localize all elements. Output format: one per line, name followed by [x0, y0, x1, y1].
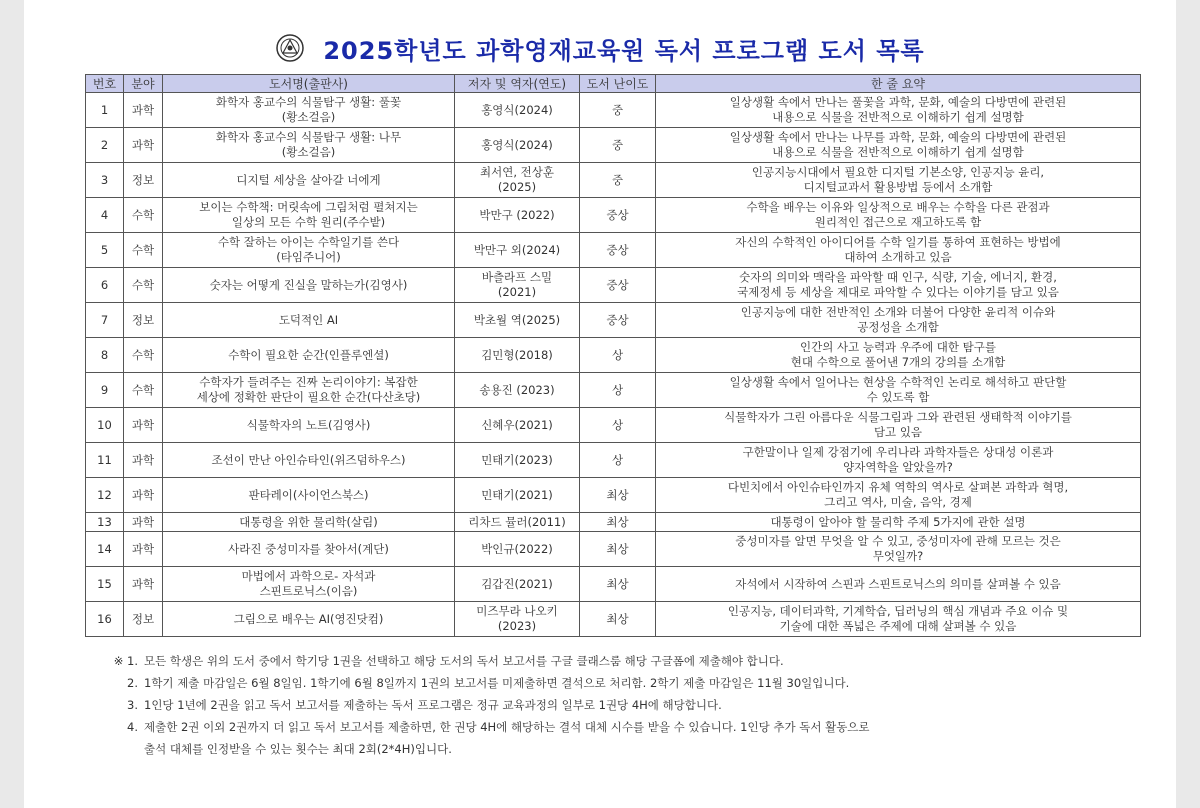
document-page: [24, 0, 1176, 808]
note-item: [108, 716, 1148, 760]
table-row: [86, 268, 1141, 303]
cell-author: 신혜우(2021): [455, 408, 580, 443]
cell-summary: 숫자의 의미와 맥락을 파악할 때 인구, 식량, 기술, 에너지, 환경, 국제정세 등 세상을 제대로 파악할 수 있다는 이야기를 담고 있음: [656, 268, 1141, 303]
cell-summary: 자석에서 시작하여 스핀과 스핀트로닉스의 의미를 살펴볼 수 있음: [656, 567, 1141, 602]
title-row: [24, 30, 1176, 66]
cell-summary: 다빈치에서 아인슈타인까지 유체 역학의 역사로 살펴본 과학과 혁명, 그리고 역사, 미술, 음악, 경제: [656, 478, 1141, 513]
cell-book: 식물학자의 노트(김영사): [163, 408, 455, 443]
note-marker: 2.: [127, 676, 138, 690]
cell-author: 미즈무라 나오키 (2023): [455, 602, 580, 637]
cell-summary: 인간의 사고 능력과 우주에 대한 탐구를 현대 수학으로 풀어낸 7개의 강의를 소개함: [656, 338, 1141, 373]
cell-summary: 일상생활 속에서 일어나는 현상을 수학적인 논리로 해석하고 판단할 수 있도록 함: [656, 373, 1141, 408]
notes-section: [108, 650, 1148, 760]
cell-summary: 자신의 수학적인 아이디어를 수학 일기를 통하여 표현하는 방법에 대하여 소개하고 있음: [656, 233, 1141, 268]
cell-author: 민태기(2023): [455, 443, 580, 478]
cell-book: 그림으로 배우는 AI(영진닷컴): [163, 602, 455, 637]
cell-book: 대통령을 위한 물리학(살림): [163, 513, 455, 532]
cell-book: 수학자가 들려주는 진짜 논리이야기: 복잡한 세상에 정확한 판단이 필요한 순간(다산초당): [163, 373, 455, 408]
note-item: [108, 672, 1148, 694]
cell-author: 민태기(2021): [455, 478, 580, 513]
cell-book: 수학이 필요한 순간(인플루엔셜): [163, 338, 455, 373]
cell-level: 최상: [580, 478, 656, 513]
cell-field: 과학: [124, 443, 163, 478]
table-row: [86, 233, 1141, 268]
cell-field: 과학: [124, 532, 163, 567]
cell-field: 과학: [124, 408, 163, 443]
cell-no: 5: [86, 233, 124, 268]
cell-author: 박만구 (2022): [455, 198, 580, 233]
header-book: 도서명(출판사): [163, 75, 455, 93]
note-text: 1인당 1년에 2권을 읽고 독서 보고서를 제출하는 독서 프로그램은 정규 교육과정의 일부로 1권당 4H에 해당합니다.: [144, 698, 722, 712]
cell-no: 9: [86, 373, 124, 408]
cell-no: 12: [86, 478, 124, 513]
cell-summary: 인공지능, 데이터과학, 기계학습, 딥러닝의 핵심 개념과 주요 이슈 및 기술에 대한 폭넓은 주제에 대해 살펴볼 수 있음: [656, 602, 1141, 637]
cell-book: 화학자 홍교수의 식물탐구 생활: 풀꽃 (황소걸음): [163, 93, 455, 128]
cell-field: 정보: [124, 303, 163, 338]
cell-no: 7: [86, 303, 124, 338]
table-row: [86, 532, 1141, 567]
cell-level: 중상: [580, 268, 656, 303]
note-text: 1학기 제출 마감일은 6월 8일임. 1학기에 6월 8일까지 1권의 보고서를 미제출하면 결석으로 처리함. 2학기 제출 마감일은 11월 30일입니다.: [144, 676, 850, 690]
table-row: [86, 373, 1141, 408]
cell-author: 김민형(2018): [455, 338, 580, 373]
table-row: [86, 567, 1141, 602]
cell-level: 중: [580, 128, 656, 163]
header-no: 번호: [86, 75, 124, 93]
cell-author: 리차드 뮬러(2011): [455, 513, 580, 532]
cell-book: 도덕적인 AI: [163, 303, 455, 338]
cell-book: 마법에서 과학으로- 자석과 스핀트로닉스(이음): [163, 567, 455, 602]
cell-summary: 일상생활 속에서 만나는 나무를 과학, 문화, 예술의 다방면에 관련된 내용으로 식물을 전반적으로 이해하기 쉽게 설명함: [656, 128, 1141, 163]
cell-no: 11: [86, 443, 124, 478]
cell-summary: 인공지능에 대한 전반적인 소개와 더불어 다양한 윤리적 이슈와 공정성을 소개함: [656, 303, 1141, 338]
cell-no: 3: [86, 163, 124, 198]
note-marker: 3.: [127, 698, 138, 712]
cell-field: 정보: [124, 602, 163, 637]
cell-author: 송용진 (2023): [455, 373, 580, 408]
cell-author: 홍영식(2024): [455, 128, 580, 163]
cell-level: 중상: [580, 303, 656, 338]
cell-field: 과학: [124, 93, 163, 128]
table-header-row: [86, 75, 1141, 93]
cell-no: 4: [86, 198, 124, 233]
cell-field: 수학: [124, 198, 163, 233]
table-row: [86, 602, 1141, 637]
cell-field: 수학: [124, 233, 163, 268]
note-marker: ※ 1.: [113, 654, 138, 668]
note-item: [108, 694, 1148, 716]
cell-summary: 일상생활 속에서 만나는 풀꽃을 과학, 문화, 예술의 다방면에 관련된 내용으로 식물을 전반적으로 이해하기 쉽게 설명함: [656, 93, 1141, 128]
cell-field: 수학: [124, 338, 163, 373]
cell-field: 과학: [124, 478, 163, 513]
cell-level: 중상: [580, 233, 656, 268]
cell-no: 1: [86, 93, 124, 128]
cell-no: 16: [86, 602, 124, 637]
cell-level: 상: [580, 373, 656, 408]
cell-summary: 중성미자를 알면 무엇을 알 수 있고, 중성미자에 관해 모르는 것은 무엇일까?: [656, 532, 1141, 567]
cell-level: 상: [580, 338, 656, 373]
table-row: [86, 128, 1141, 163]
header-summary: 한 줄 요약: [656, 75, 1141, 93]
cell-book: 숫자는 어떻게 진실을 말하는가(김영사): [163, 268, 455, 303]
cell-field: 수학: [124, 268, 163, 303]
cell-book: 조선이 만난 아인슈타인(위즈덤하우스): [163, 443, 455, 478]
cell-level: 중: [580, 93, 656, 128]
cell-field: 과학: [124, 128, 163, 163]
cell-no: 2: [86, 128, 124, 163]
cell-author: 김갑진(2021): [455, 567, 580, 602]
cell-no: 8: [86, 338, 124, 373]
cell-book: 화학자 홍교수의 식물탐구 생활: 나무 (황소걸음): [163, 128, 455, 163]
cell-book: 보이는 수학책: 머릿속에 그림처럼 펼쳐지는 일상의 모든 수학 원리(주수밭): [163, 198, 455, 233]
table-row: [86, 478, 1141, 513]
cell-book: 판타레이(사이언스북스): [163, 478, 455, 513]
table-row: [86, 338, 1141, 373]
cell-summary: 수학을 배우는 이유와 일상적으로 배우는 수학을 다른 관점과 원리적인 접근으로 재고하도록 함: [656, 198, 1141, 233]
note-text: 제출한 2권 이외 2권까지 더 읽고 독서 보고서를 제출하면, 한 권당 4H에 해당하는 결석 대체 시수를 받을 수 있습니다. 1인당 추가 독서 활동으로 출석 대체를 인정받을 수 있는 횟수는 최대 2회(2*4H)입니다.: [144, 720, 870, 756]
cell-level: 상: [580, 408, 656, 443]
cell-no: 10: [86, 408, 124, 443]
table-row: [86, 93, 1141, 128]
cell-author: 바츨라프 스밀 (2021): [455, 268, 580, 303]
cell-level: 최상: [580, 513, 656, 532]
institute-emblem-icon: [275, 33, 305, 63]
cell-book: 사라진 중성미자를 찾아서(계단): [163, 532, 455, 567]
note-text: 모든 학생은 위의 도서 중에서 학기당 1권을 선택하고 해당 도서의 독서 보고서를 구글 클래스룸 해당 구글폼에 제출해야 합니다.: [144, 654, 784, 668]
cell-author: 박만구 외(2024): [455, 233, 580, 268]
cell-level: 최상: [580, 532, 656, 567]
cell-author: 박인규(2022): [455, 532, 580, 567]
header-level: 도서 난이도: [580, 75, 656, 93]
cell-author: 홍영식(2024): [455, 93, 580, 128]
cell-book: 디지털 세상을 살아갈 너에게: [163, 163, 455, 198]
header-author: 저자 및 역자(연도): [455, 75, 580, 93]
cell-level: 중상: [580, 198, 656, 233]
cell-no: 13: [86, 513, 124, 532]
cell-field: 정보: [124, 163, 163, 198]
header-field: 분야: [124, 75, 163, 93]
cell-level: 최상: [580, 602, 656, 637]
table-row: [86, 163, 1141, 198]
table-row: [86, 198, 1141, 233]
cell-level: 중: [580, 163, 656, 198]
cell-author: 최서연, 전상훈 (2025): [455, 163, 580, 198]
book-list-table: [85, 74, 1141, 637]
cell-no: 14: [86, 532, 124, 567]
table-row: [86, 408, 1141, 443]
cell-field: 수학: [124, 373, 163, 408]
cell-level: 최상: [580, 567, 656, 602]
note-item: [108, 650, 1148, 672]
cell-no: 15: [86, 567, 124, 602]
page-title: 2025학년도 과학영재교육원 독서 프로그램 도서 목록: [323, 36, 925, 65]
cell-field: 과학: [124, 567, 163, 602]
table-row: [86, 443, 1141, 478]
cell-book: 수학 잘하는 아이는 수학일기를 쓴다 (타임주니어): [163, 233, 455, 268]
cell-level: 상: [580, 443, 656, 478]
table-row: [86, 513, 1141, 532]
cell-summary: 인공지능시대에서 필요한 디지털 기본소양, 인공지능 윤리, 디지털교과서 활용방법 등에서 소개함: [656, 163, 1141, 198]
cell-author: 박초월 역(2025): [455, 303, 580, 338]
cell-summary: 대통령이 알아야 할 물리학 주제 5가지에 관한 설명: [656, 513, 1141, 532]
cell-no: 6: [86, 268, 124, 303]
cell-field: 과학: [124, 513, 163, 532]
note-marker: 4.: [127, 720, 138, 734]
cell-summary: 식물학자가 그린 아름다운 식물그림과 그와 관련된 생태학적 이야기를 담고 있음: [656, 408, 1141, 443]
table-row: [86, 303, 1141, 338]
cell-summary: 구한말이나 일제 강점기에 우리나라 과학자들은 상대성 이론과 양자역학을 알았을까?: [656, 443, 1141, 478]
